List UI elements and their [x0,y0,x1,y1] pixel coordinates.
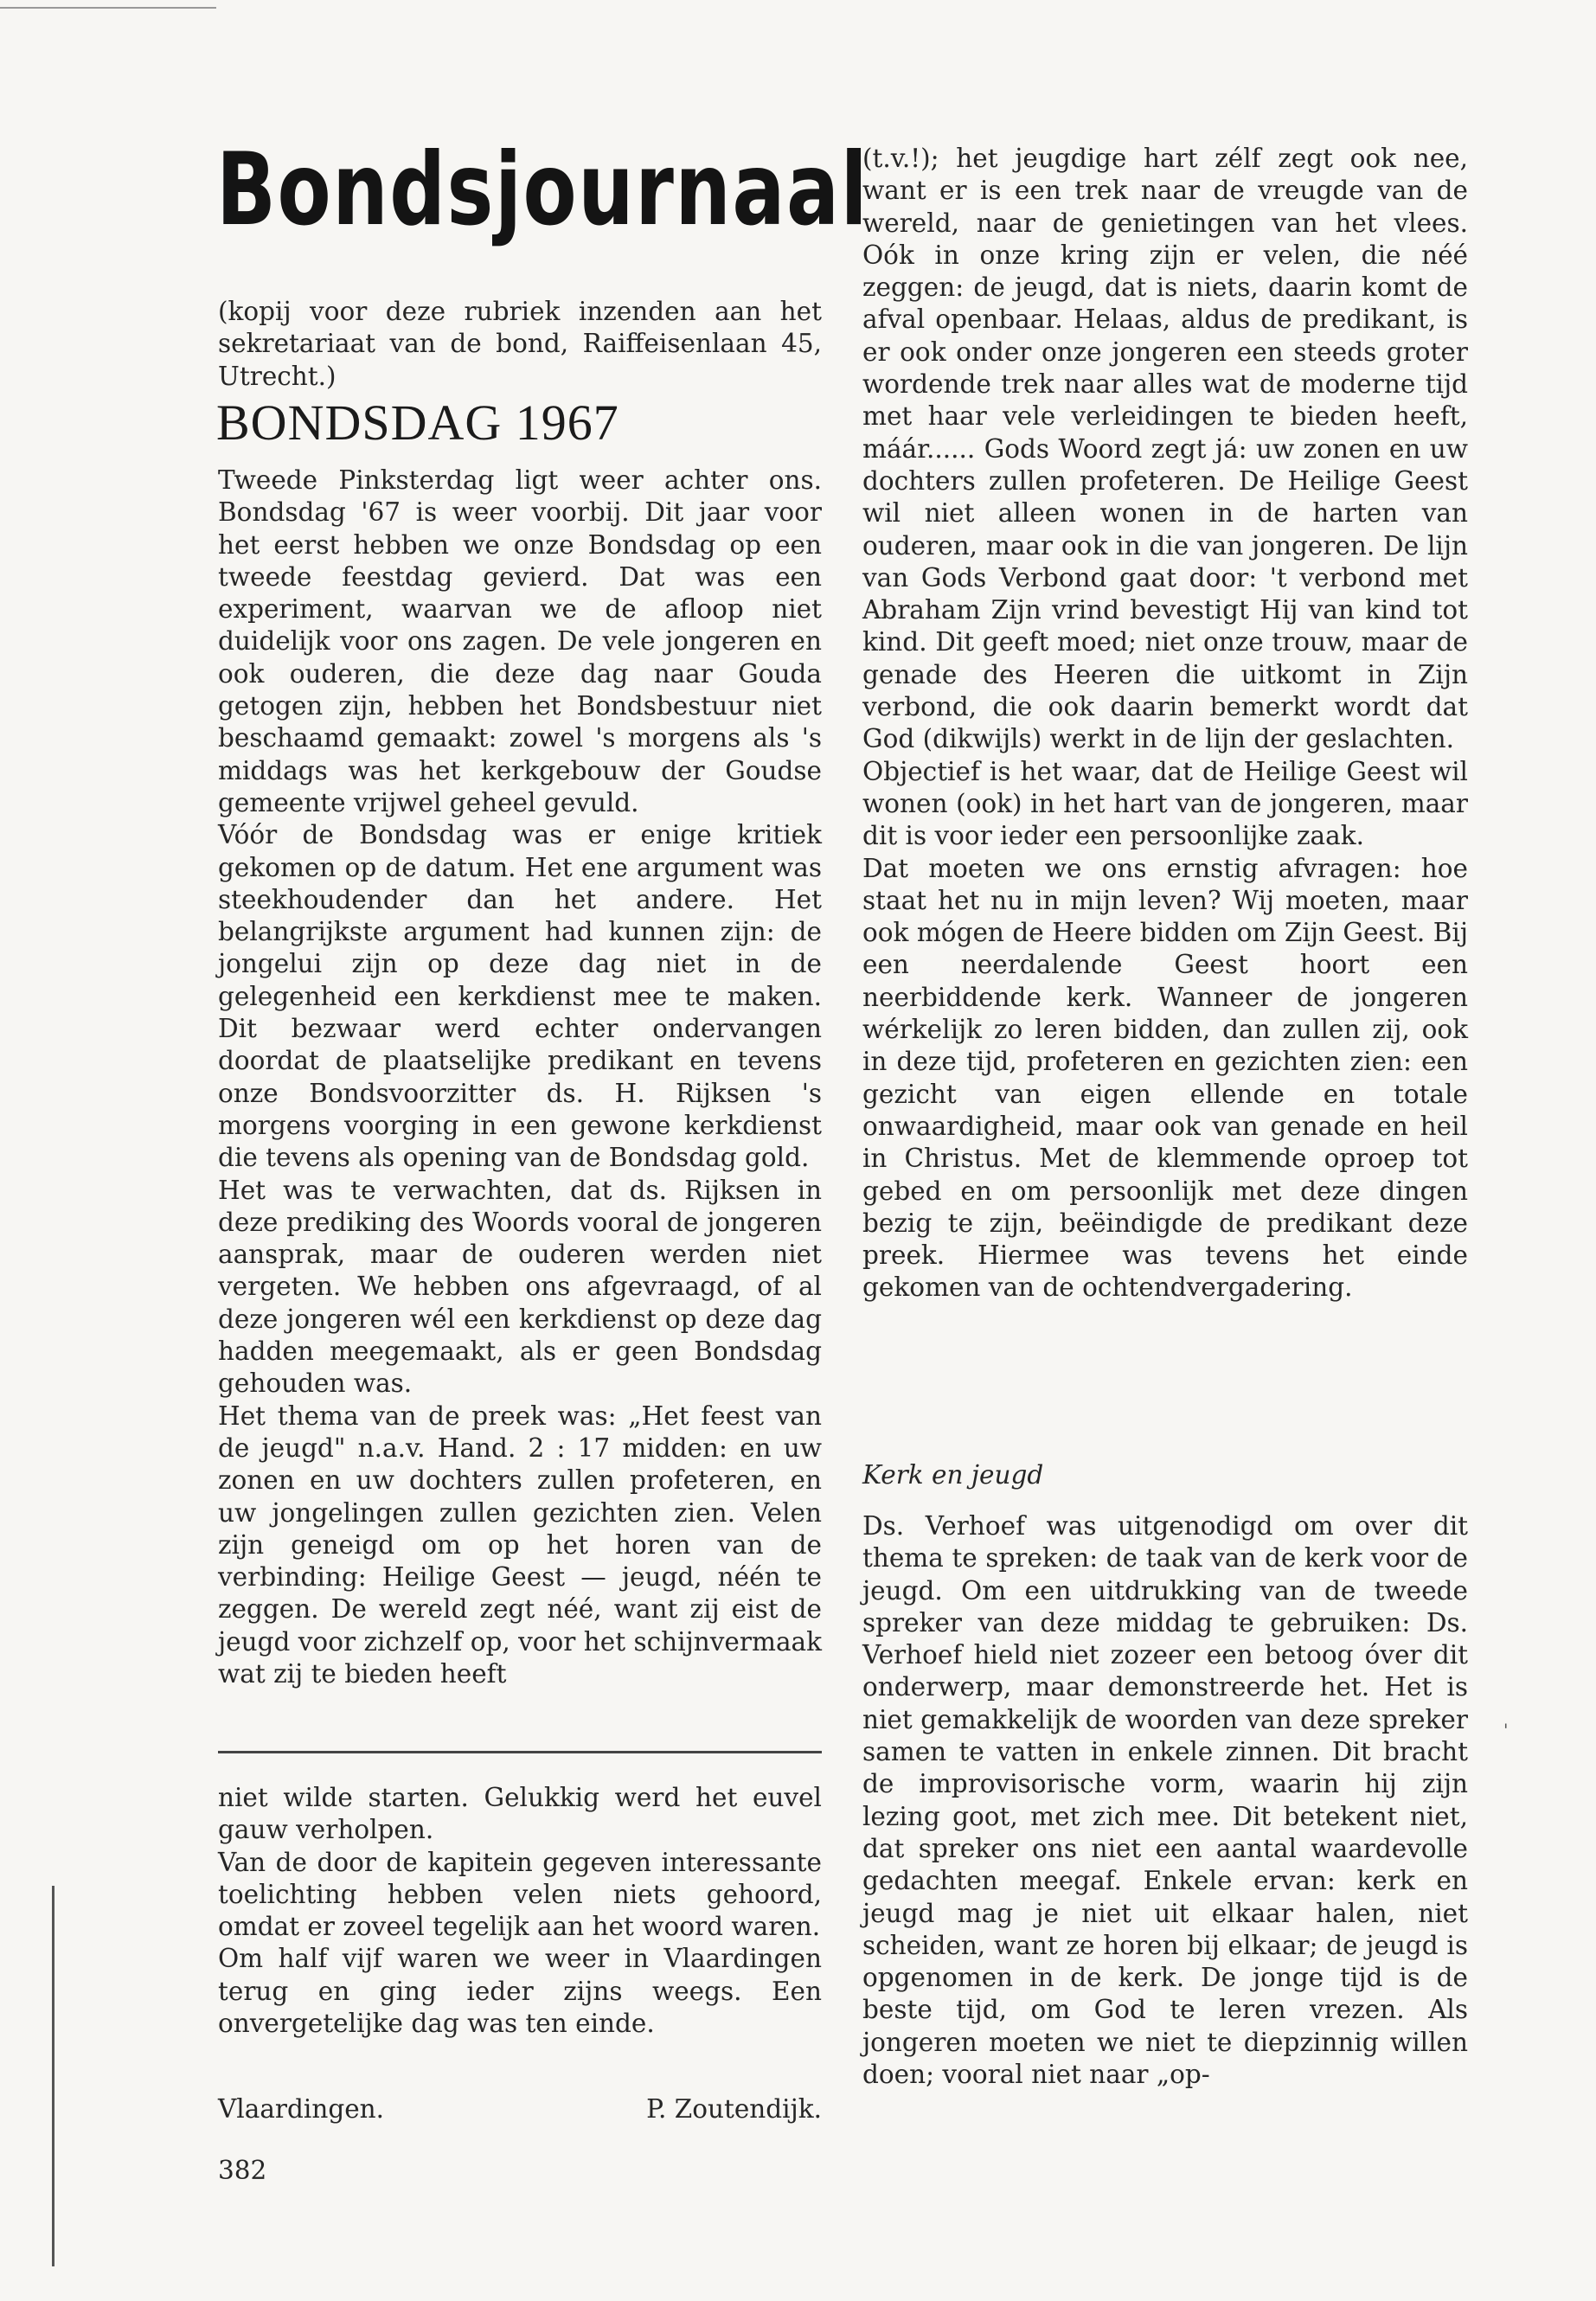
intro-text: (kopij voor deze rubriek inzenden aan het sekretariaat van de bond, Raiffeisenlaan 45, Utrecht.) [218,297,822,391]
article-heading: BONDSDAG 1967 [216,394,619,451]
right-column-continuation [862,1510,1468,2091]
paragraph: Objectief is het waar, dat de Heilige Geest wil wonen (ook) in het hart van de jongeren, maar dit is voor ieder een persoonlijke zaak. [862,756,1468,851]
right-column-body [862,143,1468,1304]
paragraph: Om half vijf waren we weer in Vlaardingen terug en ging ieder zijns weegs. Een onvergetelijke dag was ten einde. [218,1944,822,2039]
margin-mark: ' [1503,1720,1509,1740]
left-column-body [218,465,822,1690]
paragraph: Het was te verwachten, dat ds. Rijksen in deze prediking des Woords vooral de jongeren aansprak, maar de ouderen werden niet vergeten. We hebben ons afgevraagd, of al deze jongeren wél een kerkdienst op deze dag hadden meegemaakt, als er geen Bondsdag gehouden was. [218,1175,822,1399]
paragraph: niet wilde starten. Gelukkig werd het euvel gauw verholpen. [218,1783,822,1845]
top-edge-line [0,7,216,9]
paragraph: Vóór de Bondsdag was er enige kritiek gekomen op de datum. Het ene argument was steekhoudender dan het andere. Het belangrijkste argument had kunnen zijn: de jongelui zijn op deze dag niet in de gelegenheid een kerkdienst mee te maken. Dit bezwaar werd echter ondervangen doordat de plaatselijke predikant en tevens onze Bondsvoorzitter ds. H. Rijksen 's morgens voorging in een gewone kerkdienst die tevens als opening van de Bondsdag gold. [218,820,822,1173]
left-edge-line [52,1886,54,2266]
column-divider-rule [218,1751,822,1753]
paragraph: Van de door de kapitein gegeven interessante toelichting hebben velen niets gehoord, omdat er zoveel tegelijk aan het woord waren. [218,1847,822,1942]
section-heading: Kerk en jeugd [862,1460,1044,1490]
left-column-continuation [218,1782,822,2040]
signature-row [218,2093,822,2125]
paragraph: Tweede Pinksterdag ligt weer achter ons. Bondsdag '67 is weer voorbij. Dit jaar voor het eerst hebben we onze Bondsdag op een tweede feestdag gevierd. Dat was een experiment, waarvan we de afloop niet duidelijk voor ons zagen. De vele jongeren en ook ouderen, die deze dag naar Gouda getogen zijn, hebben het Bondsbestuur niet beschaamd gemaakt: zowel 's morgens als 's middags was het kerkgebouw der Goudse gemeente vrijwel geheel gevuld. [218,465,822,817]
paragraph: Ds. Verhoef was uitgenodigd om over dit thema te spreken: de taak van de kerk voor de jeugd. Om een uitdrukking van de tweede spreker van deze middag te gebruiken: Ds. Verhoef hield niet zozeer een betoog óver dit onderwerp, maar demonstreerde het. Het is niet gemakkelijk de woorden van deze spreker samen te vatten in enkele zinnen. Dit bracht de improvisorische vorm, waarin hij zijn lezing goot, met zich mee. Dit betekent niet, dat spreker ons niet een aantal waardevolle gedachten meegaf. Enkele ervan: kerk en jeugd mag je niet uit elkaar halen, niet scheiden, want ze horen bij elkaar; de jeugd is opgenomen in de kerk. De jonge tijd is de beste tijd, om God te leren vrezen. Als jongeren moeten we niet te diepzinnig willen doen; vooral niet naar „op- [862,1511,1468,2090]
intro-note [218,296,822,393]
paragraph: Het thema van de preek was: „Het feest van de jeugd" n.a.v. Hand. 2 : 17 midden: en uw zonen en uw dochters zullen profeteren, en uw jongelingen zullen gezichten zien. Velen zijn geneigd om op het horen van de verbinding: Heilige Geest — jeugd, néén te zeggen. De wereld zegt néé, want zij eist de jeugd voor zichzelf op, voor het schijnvermaak wat zij te bieden heeft [218,1400,822,1689]
signature-place: Vlaardingen. [218,2094,385,2124]
page-number: 382 [218,2156,267,2185]
paragraph: Dat moeten we ons ernstig afvragen: hoe staat het nu in mijn leven? Wij moeten, maar ook mógen de Heere bidden om Zijn Geest. Bij een neerdalende Geest hoort een neerbiddende kerk. Wanneer de jongeren wérkelijk zo leren bidden, dan zullen zij, ook in deze tijd, profeteren en gezichten zien: een gezicht van eigen ellende en totale onwaardigheid, maar ook van genade en heil in Christus. Met de klemmende oproep tot gebed en om persoonlijk met deze dingen bezig te zijn, beëindigde de predikant deze preek. Hiermee was tevens het einde gekomen van de ochtendvergadering. [862,853,1468,1303]
paragraph: (t.v.!); het jeugdige hart zélf zegt ook nee, want er is een trek naar de vreugde van de wereld, naar de genietingen van het vlees. Oók in onze kring zijn er velen, die néé zeggen: de jeugd, dat is niets, daarin komt de afval openbaar. Helaas, aldus de predikant, is er ook onder onze jongeren een steeds groter wordende trek naar alles wat de moderne tijd met haar vele verleidingen te bieden heeft, máár...... Gods Woord zegt já: uw zonen en uw dochters zullen profeteren. De Heilige Geest wil niet alleen wonen in de harten van ouderen, maar ook in die van jongeren. De lijn van Gods Verbond gaat door: 't verbond met Abraham Zijn vrind bevestigt Hij van kind tot kind. Dit geeft moed; niet onze trouw, maar de genade des Heeren die uitkomt in Zijn verbond, die ook daarin bemerkt wordt dat God (dikwijls) werkt in de lijn der geslachten. [862,144,1468,754]
signature-author: P. Zoutendijk. [646,2094,822,2124]
masthead-title: Bondsjournaal [216,131,869,248]
